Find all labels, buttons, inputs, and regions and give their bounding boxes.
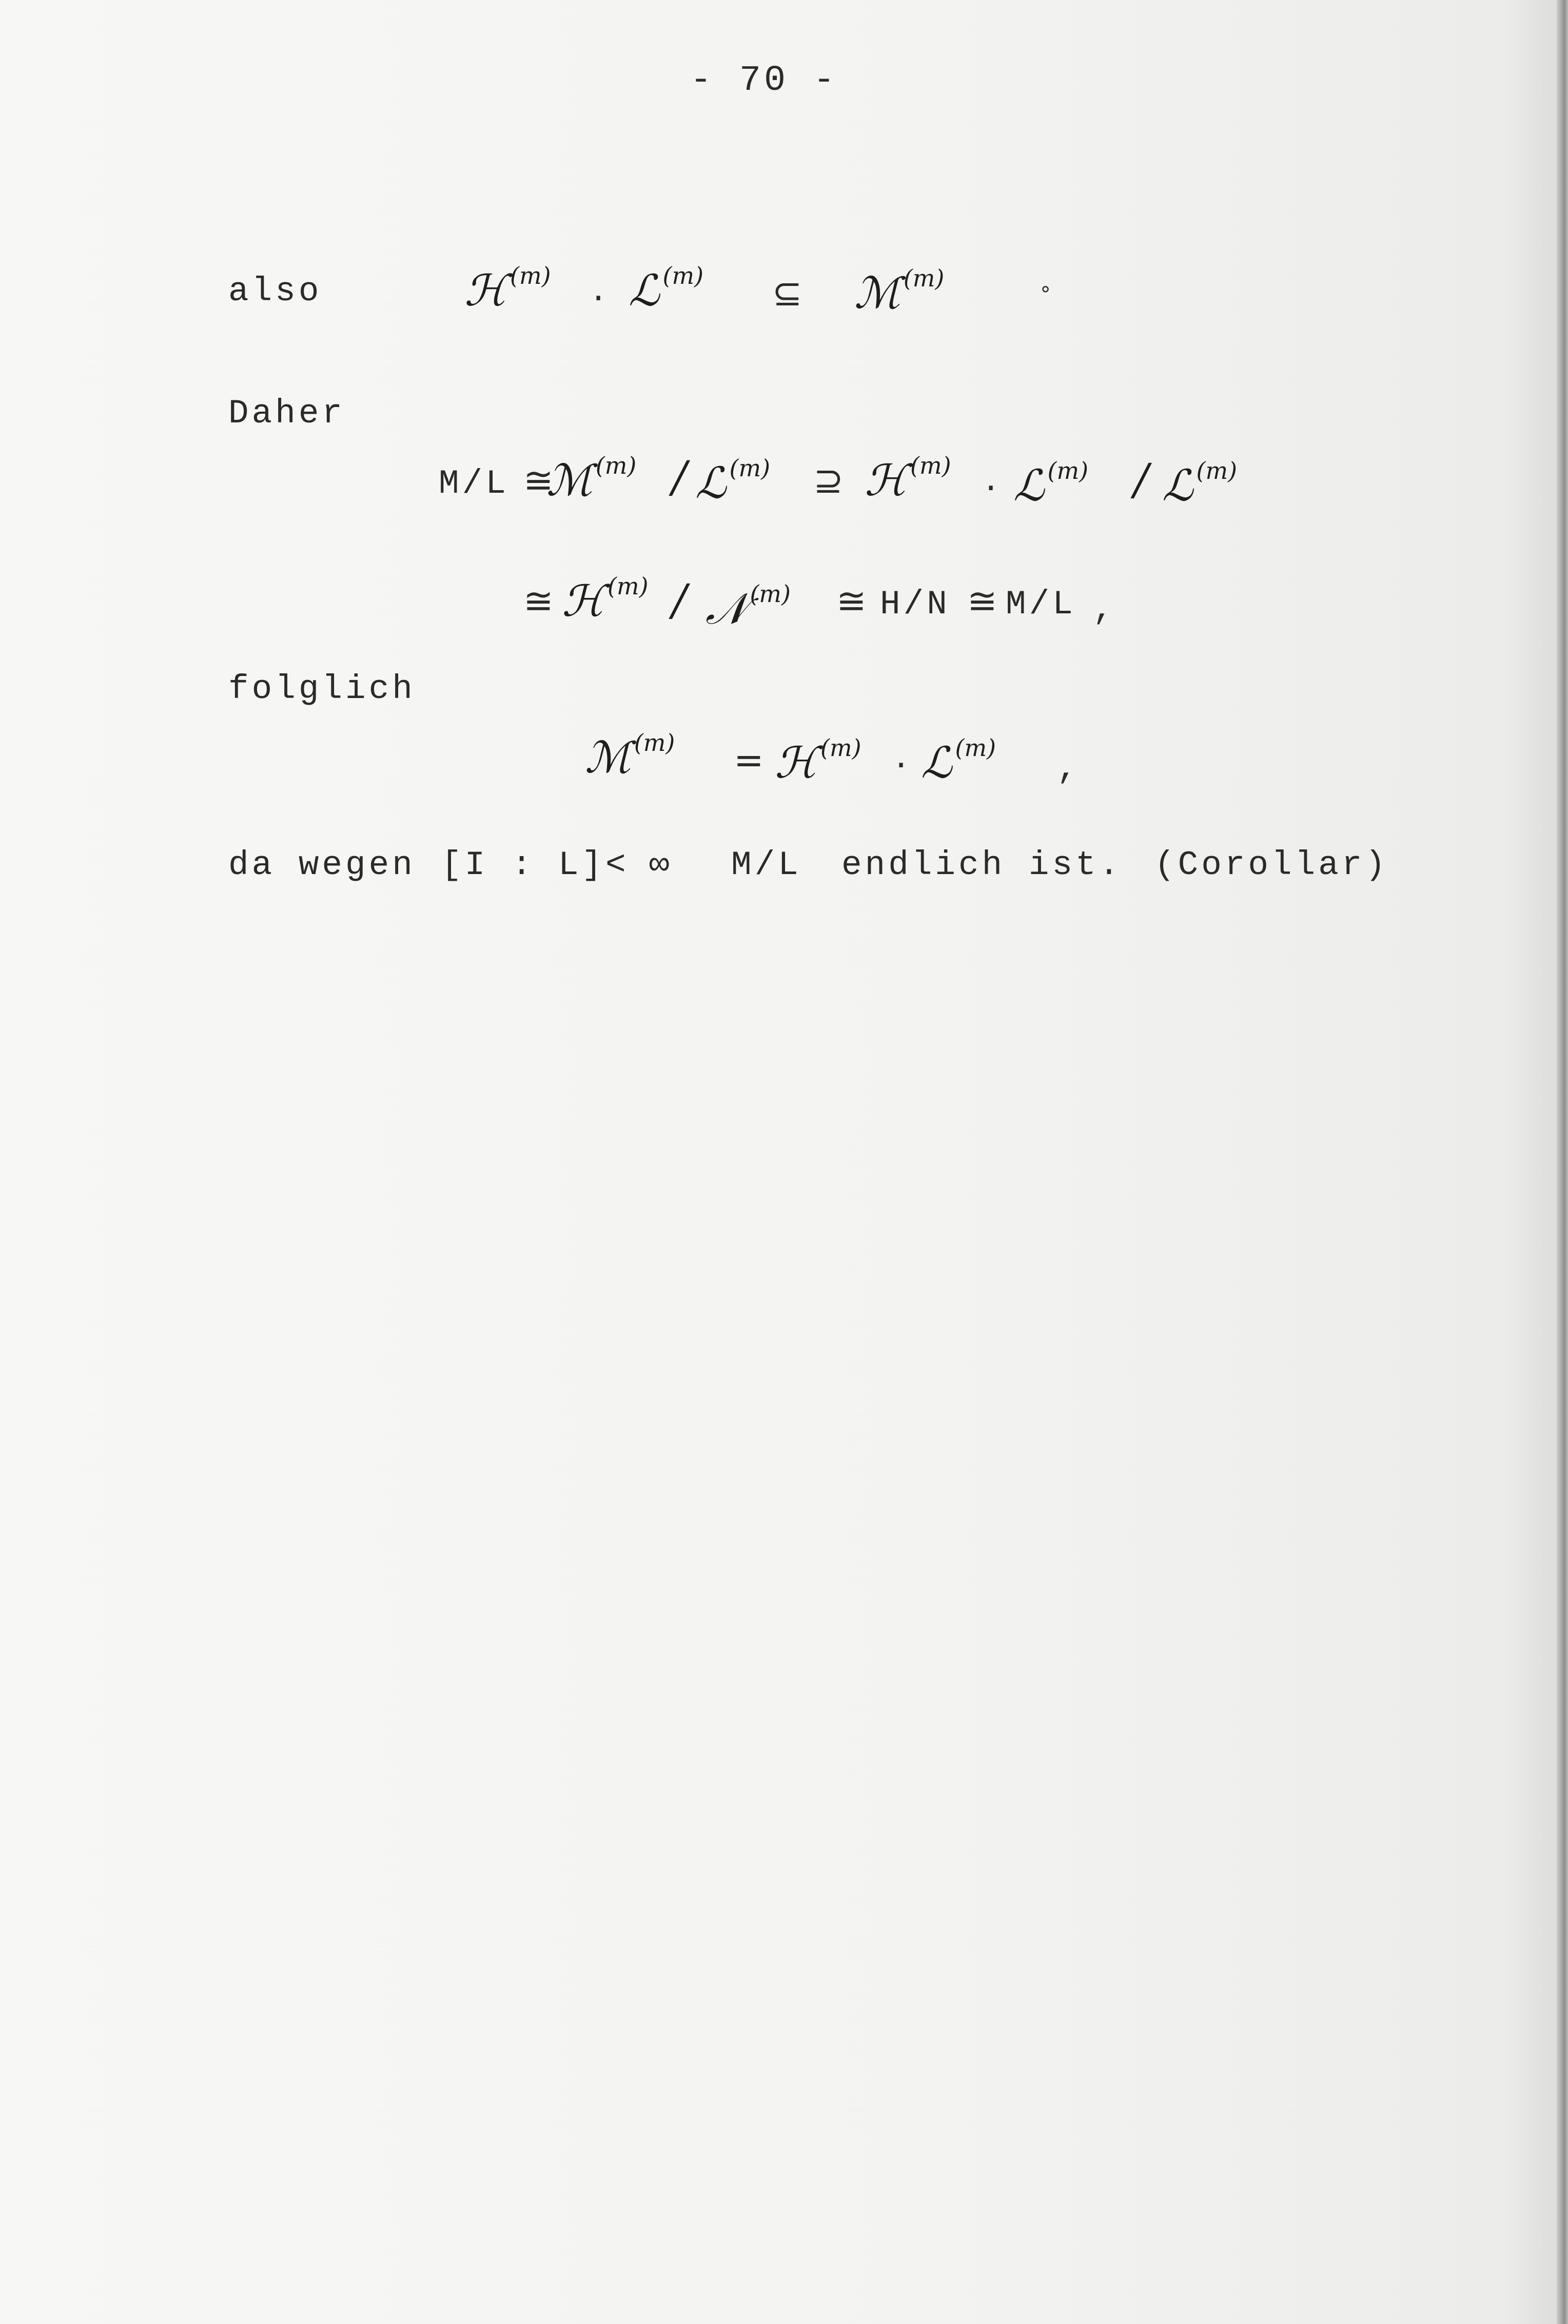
- iso-symbol: ≅: [967, 580, 997, 622]
- slash: /: [1134, 454, 1149, 505]
- quotient-ml: M/L: [731, 846, 801, 884]
- supset-symbol: ⊇: [813, 459, 844, 501]
- script-l: ℒ $^{(m)}$: [1013, 457, 1089, 511]
- comma: ,: [1093, 590, 1116, 629]
- script-l: ℒ $^{(m)}$: [921, 734, 996, 788]
- index-bracket: [I : L]: [441, 846, 605, 884]
- script-h: ℋ $^{(m)}$: [562, 572, 649, 626]
- script-h: ℋ $^{(m)}$: [865, 452, 951, 506]
- less-than: <: [605, 846, 629, 884]
- iso-symbol: ≅: [836, 580, 867, 622]
- script-m: ℳ $^{(m)}$: [546, 452, 637, 506]
- infinity: ∞: [649, 846, 673, 884]
- slash: /: [672, 575, 687, 625]
- word-folglich: folglich: [228, 670, 416, 708]
- word-also: also: [228, 272, 322, 311]
- script-h: ℋ $^{(m)}$: [775, 734, 861, 788]
- text-corollar: (Corollar): [1154, 846, 1389, 884]
- dot-operator: .: [895, 734, 907, 776]
- script-l: ℒ $^{(m)}$: [1162, 457, 1238, 511]
- script-l: ℒ $^{(m)}$: [695, 454, 771, 508]
- script-l: ℒ $^{(m)}$: [629, 262, 704, 316]
- script-h: ℋ $^{(m)}$: [464, 262, 551, 316]
- equals-sign: =: [734, 739, 764, 781]
- comma: ,: [1057, 749, 1081, 788]
- script-n: 𝒩 $^{(m)}$: [705, 580, 791, 634]
- page-edge-shadow: [1557, 0, 1568, 2324]
- iso-symbol: ≅: [523, 580, 554, 622]
- word-daher: Daher: [228, 394, 346, 433]
- iso-symbol: ≅: [523, 459, 554, 501]
- dot-operator: .: [985, 457, 997, 499]
- script-m: ℳ $^{(m)}$: [585, 729, 675, 783]
- quotient-ml: M/L: [1006, 585, 1076, 624]
- text-endlich-ist: endlich ist.: [841, 846, 1123, 884]
- script-m: ℳ $^{(m)}$: [854, 264, 945, 318]
- subset-symbol: ⊆: [772, 272, 802, 314]
- quotient-hn: H/N: [880, 585, 950, 624]
- end-mark: ∘: [1039, 277, 1052, 301]
- text-da-wegen: da wegen: [228, 846, 416, 884]
- page-number: - 70 -: [690, 61, 838, 101]
- quotient-ml: M/L: [439, 464, 509, 503]
- slash: /: [672, 452, 687, 502]
- dot-operator: .: [593, 267, 604, 309]
